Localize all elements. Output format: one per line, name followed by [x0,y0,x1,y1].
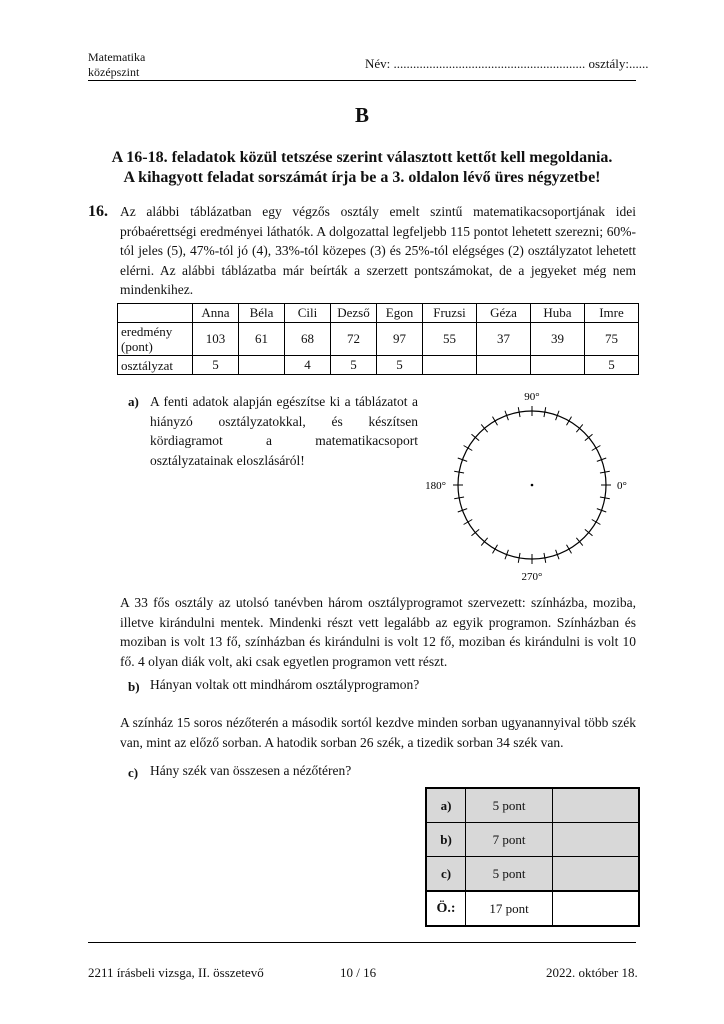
grade-cell[interactable] [531,356,585,375]
name-cell: Anna [193,304,239,323]
table-grade-row [118,356,639,375]
problem-number: 16. [88,203,108,220]
grade-cell[interactable]: 4 [285,356,331,375]
label-180: 180° [425,480,446,492]
score-row [426,857,639,892]
degree-tick [464,520,473,525]
table-score-row [118,323,639,356]
score-earned-cell [553,788,640,823]
score-total-earned-cell [553,891,640,926]
score-cell: 39 [531,323,585,356]
score-cell: 61 [239,323,285,356]
score-earned-cell [553,823,640,857]
score-part-label: a) [426,788,466,823]
score-row [426,788,639,823]
name-cell: Béla [239,304,285,323]
grade-cell[interactable]: 5 [377,356,423,375]
name-class-field[interactable]: Név: ........................................................... osztály:...... [365,56,649,71]
score-total-row [426,891,639,926]
grade-cell[interactable] [239,356,285,375]
problem-intro: Az alábbi táblázatban egy végzős osztály emelt szintű matematikacsoportjának idei próbaérettségi eredményei láthatók. A dolgozattal legfeljebb 115 pontot lehetett szerezni; 60%-tól jeles (5), 47%-tól jó (4), 33%-tól közepes (3) és 25%-tól elégséges (2) osztályzatot lehetett elérni. Az alábbi táblázatba már beírták a szerzett pontszámokat, de a jegyeket még nem mindenkihez. [120,204,636,297]
score-part-label: c) [426,857,466,892]
label-90: 90° [524,391,540,403]
section-letter: B [354,103,369,127]
subject-line-1: Matematika [88,50,146,64]
grade-row-label: osztályzat [118,356,193,375]
pie-center-dot [531,484,534,487]
grade-cell[interactable]: 5 [585,356,639,375]
name-cell: Huba [531,304,585,323]
header-divider [88,80,636,81]
degree-tick [592,446,601,451]
score-cell: 37 [477,323,531,356]
score-cell: 68 [285,323,331,356]
name-cell: Cili [285,304,331,323]
degree-tick [567,417,572,426]
score-row-label [118,323,193,356]
degree-tick [464,446,473,451]
instructions [88,148,636,188]
part-a-text: A fenti adatok alapján egészítse ki a táblázatot a hiányzó osztályzatokkal, és készítsen kördiagramot a matematikacsoport osztályzatainak eloszlásáról! [150,394,418,468]
subject-line-2: középszint [88,65,140,79]
class-programs-paragraph: A 33 fős osztály az utolsó tanévben három osztályprogramot szervezett: színházba, moziba, illetve kirándulni mentek. Mindenki részt vett legalább az egyik programon. Színházban és moziban is volt 13 fő, színházban és kirándulni is volt 12 fő, moziban és kirándulni is volt 10 fő. 4 olyan diák volt, aki csak egyetlen programon vett részt. [120,595,636,669]
degree-tick [493,417,498,426]
footer-page-number: 10 / 16 [340,965,377,980]
grade-cell[interactable]: 5 [193,356,239,375]
name-cell: Imre [585,304,639,323]
score-cell: 55 [423,323,477,356]
footer-divider [88,942,636,943]
score-row-label-line-1: eredmény [121,324,173,339]
score-points: 5 pont [466,788,553,823]
score-cell: 103 [193,323,239,356]
degree-tick [592,520,601,525]
instructions-line-2: A kihagyott feladat sorszámát írja be a 3. oldalon lévő üres négyzetbe! [123,169,601,186]
score-row-label-line-2: (pont) [121,339,153,354]
pie-chart-template[interactable] [420,385,640,590]
score-cell: 97 [377,323,423,356]
name-cell: Egon [377,304,423,323]
part-c-text: Hány szék van összesen a nézőtéren? [150,763,352,778]
score-total-label: Ö.: [426,891,466,926]
name-cell: Géza [477,304,531,323]
score-cell: 75 [585,323,639,356]
theatre-paragraph: A színház 15 soros nézőterén a második sortól kezdve minden sorban ugyanannyival több szék van, mint az előző sorban. A hatodik sorban 26 szék, a tizedik sorban 34 szék van. [120,715,636,750]
results-table [117,303,639,375]
score-earned-cell [553,857,640,892]
table-header-row [118,304,639,323]
table-corner-cell [118,304,193,323]
name-cell: Dezső [331,304,377,323]
score-total-points: 17 pont [466,891,553,926]
footer-date: 2022. október 18. [546,965,638,980]
label-270: 270° [521,571,543,583]
grade-cell[interactable]: 5 [331,356,377,375]
score-part-label: b) [426,823,466,857]
score-cell: 72 [331,323,377,356]
degree-tick [567,545,572,554]
label-0: 0° [617,480,627,492]
grade-cell[interactable] [423,356,477,375]
subject-label [88,50,145,80]
part-b-label: b) [128,679,140,694]
instructions-line-1: A 16-18. feladatok közül tetszése szerint választott kettőt kell megoldania. [111,149,613,166]
part-a-label: a) [128,394,139,409]
degree-tick [493,545,498,554]
part-b-text: Hányan voltak ott mindhárom osztályprogramon? [150,677,420,692]
grade-cell[interactable] [477,356,531,375]
score-points: 7 pont [466,823,553,857]
score-points: 5 pont [466,857,553,892]
score-row [426,823,639,857]
name-cell: Fruzsi [423,304,477,323]
score-table [425,787,640,927]
footer-exam-label: 2211 írásbeli vizsga, II. összetevő [88,965,264,980]
part-c-label: c) [128,765,139,780]
